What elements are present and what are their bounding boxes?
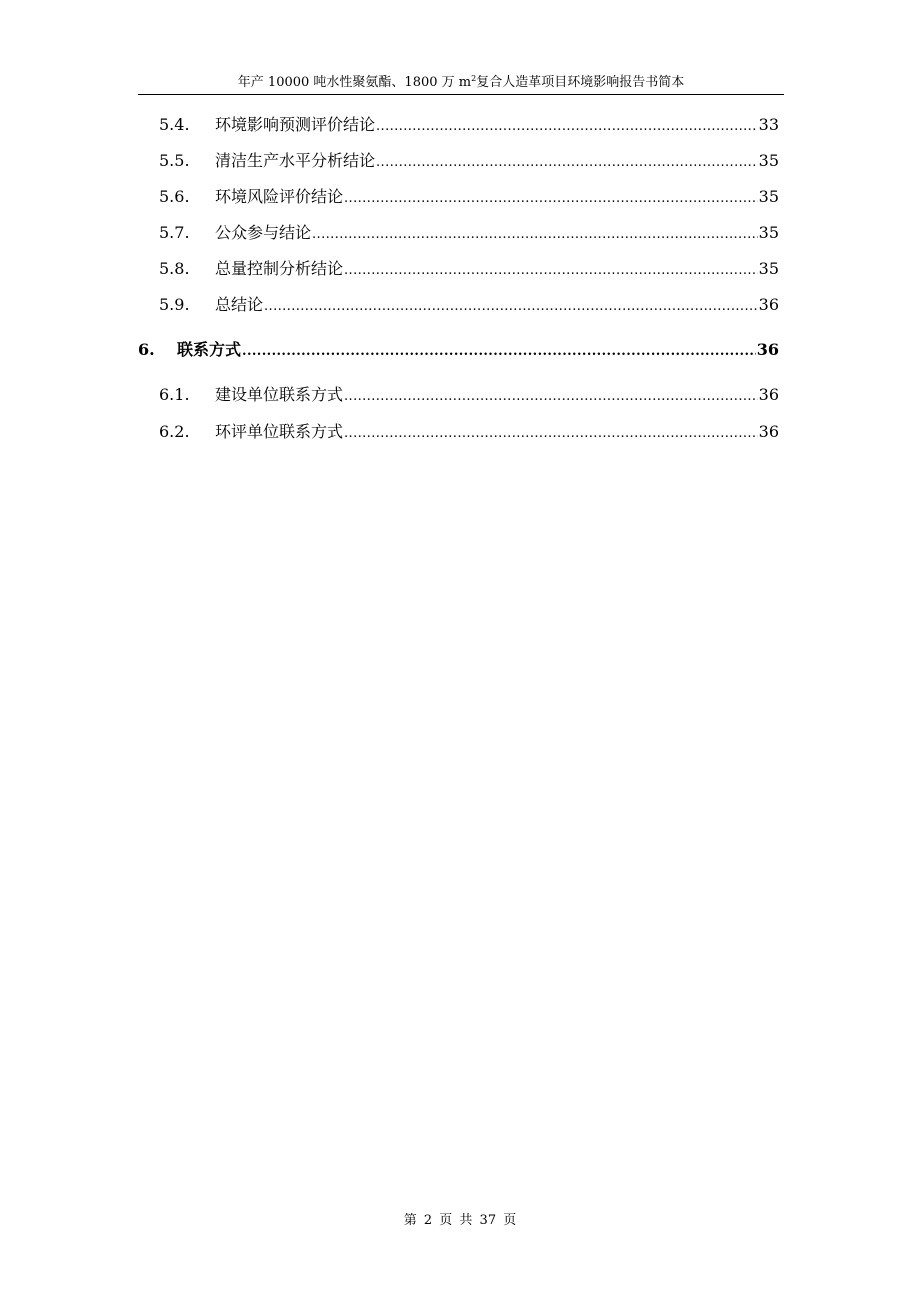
toc-entry-page: 36	[758, 385, 779, 404]
page-header	[138, 74, 784, 92]
toc-entry-title: 环评单位联系方式	[215, 422, 344, 441]
toc-entry-page: 35	[758, 187, 779, 206]
toc-entry-5-6[interactable]	[0, 185, 920, 209]
toc-entry-title: 总量控制分析结论	[215, 259, 344, 278]
toc-entry-title: 环境影响预测评价结论	[215, 115, 376, 134]
toc-entry-title: 环境风险评价结论	[215, 187, 344, 206]
toc-entry-6-2[interactable]	[0, 420, 920, 444]
toc-entry-title: 清洁生产水平分析结论	[215, 151, 376, 170]
toc-entry-title: 公众参与结论	[215, 223, 312, 242]
toc-entry-number: 5.9.	[159, 295, 190, 314]
toc-entry-page: 33	[758, 115, 779, 134]
toc-dot-leader	[344, 422, 758, 446]
toc-entry-5-4[interactable]	[0, 113, 920, 137]
toc-entry-5-7[interactable]	[0, 221, 920, 245]
toc-entry-number: 5.7.	[159, 223, 190, 242]
toc-entry-page: 36	[758, 295, 779, 314]
page-footer: 第 2 页 共 37 页	[403, 1213, 517, 1228]
header-rule	[138, 94, 784, 95]
toc-dot-leader	[344, 187, 758, 211]
toc-dot-leader	[344, 259, 758, 283]
header-title-pre: 年产 10000 吨水性聚氨酯、1800 万 m	[237, 75, 472, 90]
toc-entry-6[interactable]	[0, 338, 920, 362]
toc-entry-5-8[interactable]	[0, 257, 920, 281]
toc-entry-page: 36	[756, 340, 779, 359]
toc-entry-page: 35	[758, 223, 779, 242]
toc-entry-number: 6.1.	[159, 385, 190, 404]
toc-dot-leader	[242, 340, 756, 364]
toc-entry-number: 6.2.	[159, 422, 190, 441]
header-title-post: 复合人造革项目环境影响报告书简本	[476, 75, 685, 90]
toc-dot-leader	[376, 115, 758, 139]
toc-entry-5-5[interactable]	[0, 149, 920, 173]
toc-entry-number: 5.5.	[159, 151, 190, 170]
toc-entry-page: 36	[758, 422, 779, 441]
toc-entry-page: 35	[758, 151, 779, 170]
toc-entry-number: 5.4.	[159, 115, 190, 134]
toc-entry-6-1[interactable]	[0, 383, 920, 407]
toc-entry-number: 5.6.	[159, 187, 190, 206]
toc-dot-leader	[264, 295, 758, 319]
toc-entry-5-9[interactable]	[0, 293, 920, 317]
toc-entry-number: 6.	[138, 340, 155, 359]
toc-dot-leader	[312, 223, 758, 247]
toc-entry-title: 总结论	[215, 295, 264, 314]
toc-entry-title: 建设单位联系方式	[215, 385, 344, 404]
toc-entry-page: 35	[758, 259, 779, 278]
toc-dot-leader	[344, 385, 758, 409]
header-title-sup: 2	[471, 74, 477, 83]
toc-dot-leader	[376, 151, 758, 175]
toc-entry-number: 5.8.	[159, 259, 190, 278]
toc-entry-title: 联系方式	[177, 340, 242, 359]
